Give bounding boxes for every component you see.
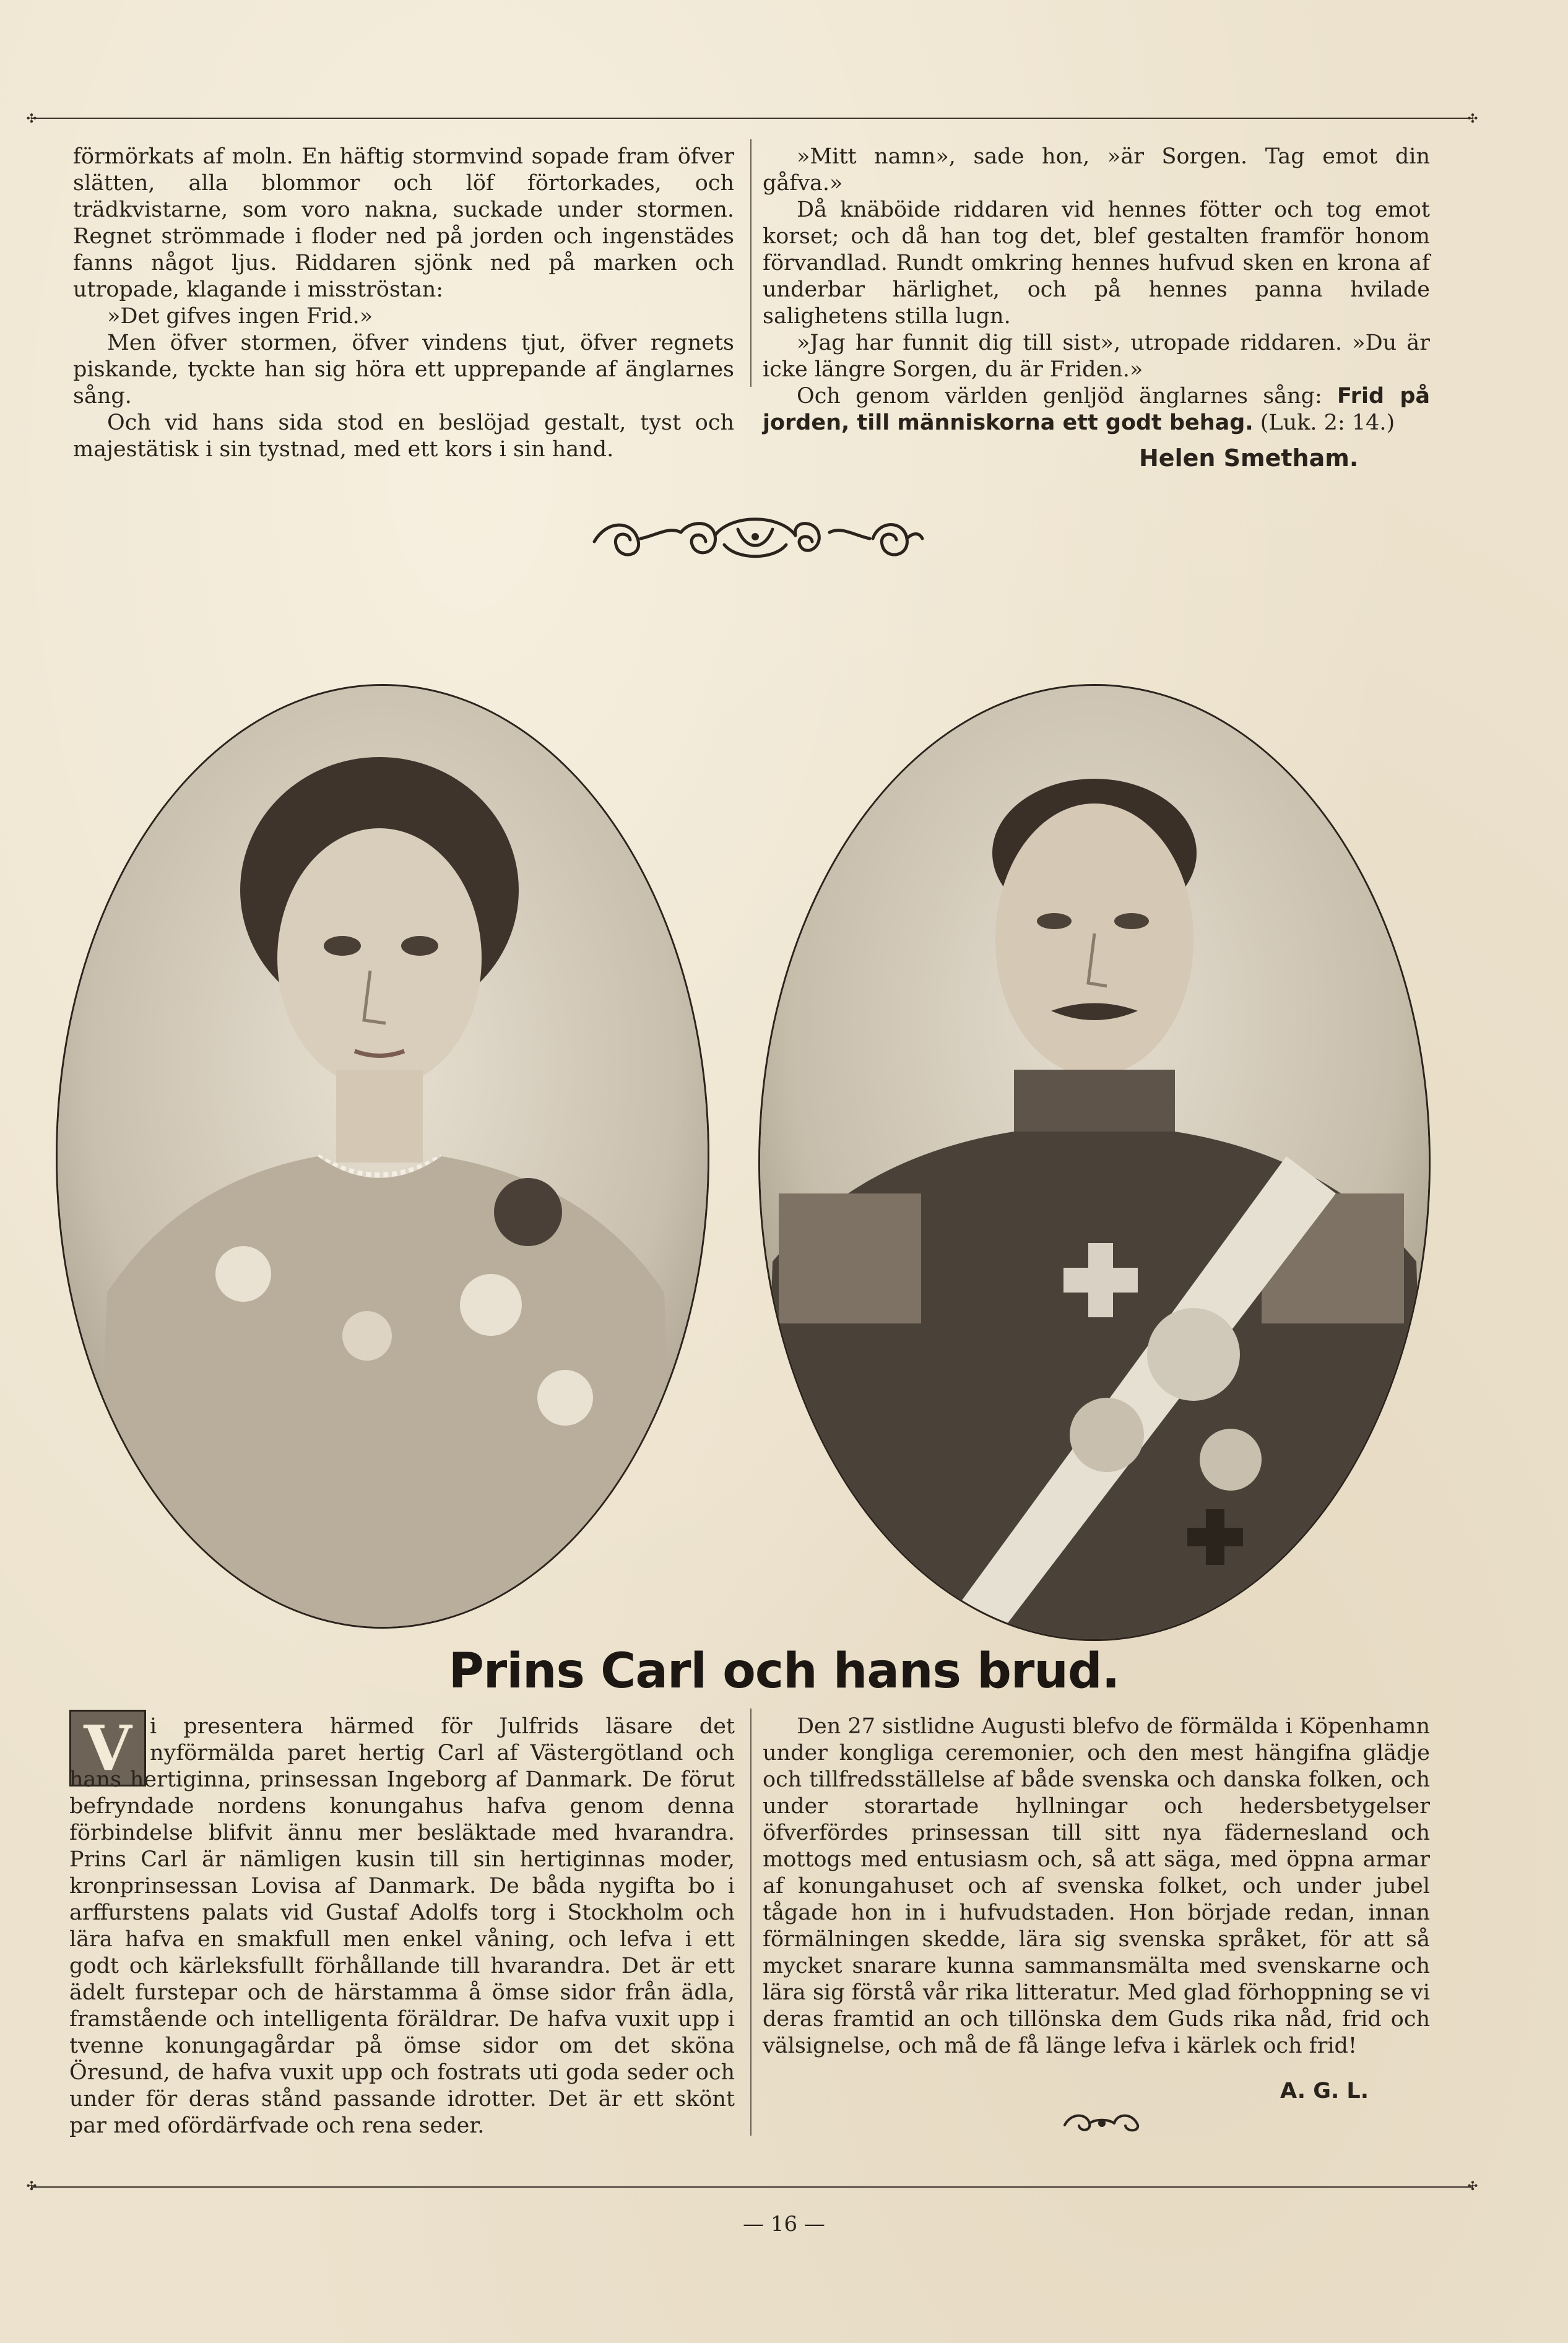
paragraph: Men öfver stormen, öfver vindens tjut, öfver regnets piskande, tyckte han sig höra ett upprepande af änglarnes sång. <box>73 331 734 409</box>
corner-ornament-icon: ✣ <box>26 2178 37 2193</box>
paragraph-intro <box>69 1713 735 2139</box>
paragraph: »Jag har funnit dig till sist», utropade riddaren. »Du är icke längre Sorgen, du är Friden.» <box>763 331 1430 382</box>
portrait-prince-carl <box>758 684 1431 1641</box>
intro-text: i presentera härmed för Julfrids läsare det nyförmälda paret hertig Carl af Västergötland och hans hertiginna, prinsessan Ingeborg af Danmark. De förut befryndade nordens konungahus hafva genom denna förbindelse blifvit ännu mer besläktade med hvarandra. Prins Carl är nämligen kusin till sin hertiginnas moder, kronprinsessan Lovisa af Danmark. De båda nygifta bo i arffurstens palats vid Gustaf Adolfs torg i Stockholm och lära hafva en smakfull men enkel våning, och lefva i ett godt och kärleksfullt förhållande till hvarandra. Det är ett ädelt furstepar och de härstamma å ömse sidor från ädla, framstående och intelligenta föräldrar. De hafva vuxit upp i tvenne konungagårdar på ömse sidor om det sköna Öresund, de hafva vuxit upp och fostrats uti goda seder och under för deras stånd passande idrotter. Det är ett skönt par med ofördärfvade och rena seder. <box>69 1714 735 2138</box>
paragraph: Och vid hans sida stod en beslöjad gestalt, tyst och majestätisk i sin tystnad, med ett kors i sin hand. <box>73 410 734 462</box>
author-signature: Helen Smetham. <box>1139 444 1359 472</box>
paragraph: »Mitt namn», sade hon, »är Sorgen. Tag emot din gåfva.» <box>763 144 1430 196</box>
top-left-column <box>73 144 734 463</box>
paragraph: förmörkats af moln. En häftig stormvind sopade fram öfver slätten, alla blommor och löf förtorkades, och trädkvistarne, som voro nakna, suckade under stormen. Regnet strömmade i floder ned på jorden och ingenstädes fanns något ljus. Riddaren sjönk ned på marken och utropade, klagande i misströstan: <box>73 144 734 302</box>
portrait-princess-ingeborg <box>56 684 709 1629</box>
corner-ornament-icon: ✣ <box>1467 2178 1478 2193</box>
portrait-photo-icon <box>58 686 708 1627</box>
paragraph: Då knäböide riddaren vid hennes fötter och tog emot korset; och då han tog det, blef gestalten framför honom förvandlad. Rundt omkring hennes hufvud sken en krona af underbar härlighet, och på hennes panna hvilade salighetens stilla lugn. <box>763 197 1430 329</box>
bottom-right-column <box>763 1713 1430 2059</box>
article-headline: Prins Carl och hans brud. <box>448 1644 1120 1699</box>
corner-ornament-icon: ✣ <box>1467 111 1478 126</box>
portrait-photo-icon <box>760 686 1429 1639</box>
column-rule <box>750 139 752 387</box>
author-initials: A. G. L. <box>1280 2079 1369 2103</box>
column-rule <box>750 1709 752 2136</box>
paragraph: »Det gifves ingen Frid.» <box>107 304 373 329</box>
top-right-column <box>763 144 1430 436</box>
drop-cap-letter: V <box>84 1712 132 1785</box>
drop-cap-spacer <box>69 1713 150 1767</box>
small-scroll-ornament-icon <box>1059 2110 1145 2134</box>
paragraph-closing <box>763 383 1430 436</box>
decorative-scroll-icon <box>582 508 929 570</box>
bottom-left-column <box>69 1713 735 2139</box>
page-number: — 16 — <box>743 2212 825 2237</box>
corner-ornament-icon: ✣ <box>26 111 37 126</box>
closing-lead: Och genom världen genljöd änglarnes sång: <box>797 384 1338 409</box>
paragraph: Den 27 sistlidne Augusti blefvo de förmälda i Köpenhamn under kongliga ceremonier, och den mest hängifna glädje och tillfredsställelse af både svenska och danska folken, och under storartade hyllningar och hedersbetygelser öfverfördes prinsessan till sitt nya fädernesland och mottogs med entusiasm och, så att säga, med öppna armar af konungahuset och af svenska folket, och under jubel tågade hon in i hufvudstaden. Hon började redan, innan förmälningen skedde, lära sig svenska språket, för att så mycket snarare kunna sammansmälta med svenskarne och lära sig förstå vår rika litteratur. Med glad förhoppning se vi deras framtid an och tillönska dem Guds rika nåd, frid och välsignelse, och må de få länge lefva i kärlek och frid! <box>763 1714 1430 2058</box>
closing-bold-quote: Frid på jorden, till människorna ett godt behag. <box>763 384 1430 435</box>
scripture-reference: (Luk. 2: 14.) <box>1253 410 1395 435</box>
